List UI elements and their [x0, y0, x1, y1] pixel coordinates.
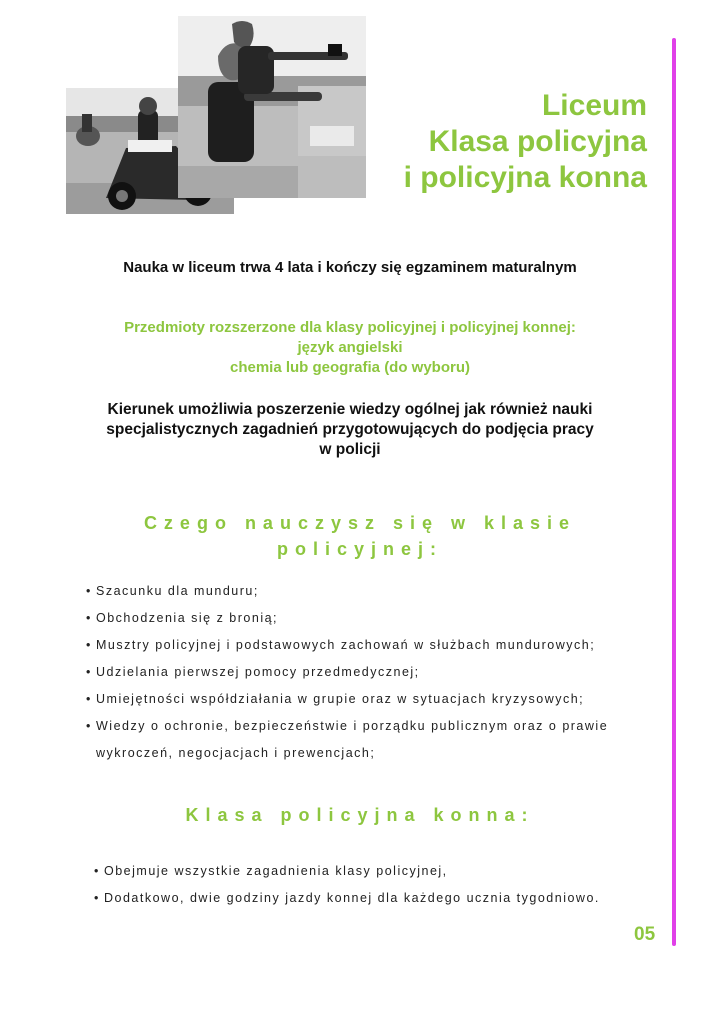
list-item: • Wiedzy o ochronie, bezpieczeństwie i porządku publicznym oraz o prawie wykroczeń, negocjacjach i prewencjach; [86, 713, 666, 767]
photo-shooting-practice [178, 16, 366, 198]
heading-line: policyjnej: [276, 539, 443, 559]
page-title [404, 88, 647, 196]
list-item: • Dodatkowo, dwie godziny jazdy konnej dla każdego ucznia tygodniowo. [94, 885, 664, 912]
list-item: • Obchodzenia się z bronią; [86, 605, 666, 632]
list-item: • Musztry policyjnej i podstawowych zachowań w służbach mundurowych; [86, 632, 666, 659]
police-class-list [86, 578, 666, 767]
title-line-2: Klasa policyjna [428, 125, 647, 158]
subject-item: chemia lub geografia (do wyboru) [229, 359, 471, 376]
subject-item: język angielski [297, 339, 403, 356]
subjects-heading: Przedmioty rozszerzone dla klasy policyjnej i policyjnej konnej: [124, 319, 576, 336]
title-line-1: Liceum [541, 89, 647, 122]
extended-subjects [60, 318, 640, 378]
page-number: 05 [634, 924, 656, 945]
list-item: • Obejmuje wszystkie zagadnienia klasy policyjnej, [94, 858, 664, 885]
magenta-accent-bar [672, 38, 676, 946]
police-class-heading [60, 510, 660, 562]
intro-text: Nauka w liceum trwa 4 lata i kończy się egzaminem maturalnym [123, 259, 577, 276]
direction-line: Kierunek umożliwia poszerzenie wiedzy ogólnej jak również nauki [107, 401, 593, 418]
direction-description [60, 400, 640, 460]
list-item: • Szacunku dla munduru; [86, 578, 666, 605]
list-item: • Udzielania pierwszej pomocy przedmedycznej; [86, 659, 666, 686]
horse-class-list [94, 858, 664, 912]
direction-line: specjalistycznych zagadnień przygotowujących do podjęcia pracy [106, 421, 594, 438]
list-item: • Umiejętności współdziałania w grupie oraz w sytuacjach kryzysowych; [86, 686, 666, 713]
title-line-3: i policyjna konna [403, 161, 647, 194]
heading-line: Czego nauczysz się w klasie [143, 513, 577, 533]
horse-class-heading: Klasa policyjna konna: [185, 805, 535, 825]
direction-line: w policji [319, 441, 381, 458]
